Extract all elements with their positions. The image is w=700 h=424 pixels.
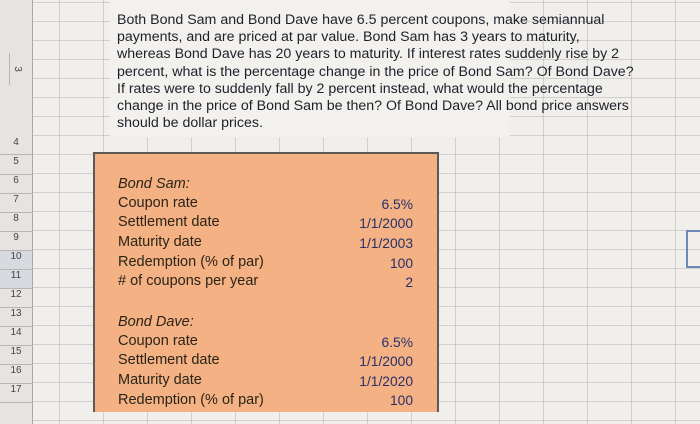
sam-settlement-value[interactable]: 1/1/2000 [359, 216, 413, 231]
bond-dave-title: Bond Dave: [118, 314, 194, 330]
sam-redemption-value[interactable]: 100 [389, 256, 413, 271]
row-6-header[interactable]: 6 [0, 175, 32, 194]
dave-maturity-value[interactable]: 1/1/2020 [359, 374, 413, 389]
sam-maturity-label: Maturity date [118, 234, 202, 250]
row-3-header[interactable]: 3 [9, 53, 23, 85]
row-12-header[interactable]: 12 [0, 289, 32, 308]
dave-redemption-label: Redemption (% of par) [118, 392, 264, 408]
sam-coupon-rate-label: Coupon rate [118, 195, 198, 211]
sam-coupons-label: # of coupons per year [118, 273, 259, 289]
row-header [0, 0, 33, 424]
bond-sam-title: Bond Sam: [118, 176, 190, 192]
dave-maturity-label: Maturity date [118, 372, 202, 388]
row-8-header[interactable]: 8 [0, 213, 32, 232]
selection-outline [686, 230, 700, 268]
row-7-header[interactable]: 7 [0, 194, 32, 213]
row-16-header[interactable]: 16 [0, 365, 32, 384]
row-13-header[interactable]: 13 [0, 308, 32, 327]
row-17-header[interactable]: 17 [0, 384, 32, 403]
row-9-header[interactable]: 9 [0, 232, 32, 251]
dave-coupon-rate-value[interactable]: 6.5% [381, 335, 413, 350]
dave-settlement-label: Settlement date [118, 352, 220, 368]
sam-coupon-rate-value[interactable]: 6.5% [381, 197, 413, 212]
row-15-header[interactable]: 15 [0, 346, 32, 365]
question-text: Both Bond Sam and Bond Dave have 6.5 percent coupons, make semiannual payments, and are priced at par value. Bond Sam has 3 years to maturity, whereas Bond Dave has 20 years to maturity. If interest rates suddenly rise by 2 percent, what is the percentage change in the price of Bond Sam? Of Bond Dave? If rates were to suddenly fall by 2 percent instead, what would the percentage change in the price of Bond Sam be then? Of Bond Dave? All bond price answers should be dollar prices. [117, 12, 634, 132]
dave-coupon-rate-label: Coupon rate [118, 333, 198, 349]
row-4-header[interactable]: 4 [0, 137, 32, 155]
row-11-header[interactable]: 11 [0, 270, 32, 289]
row-10-header[interactable]: 10 [0, 251, 32, 270]
sam-maturity-value[interactable]: 1/1/2003 [359, 236, 413, 251]
dave-settlement-value[interactable]: 1/1/2000 [359, 354, 413, 369]
sam-settlement-label: Settlement date [118, 214, 220, 230]
dave-redemption-value[interactable]: 100 [389, 393, 413, 408]
row-14-header[interactable]: 14 [0, 327, 32, 346]
sam-coupons-value[interactable]: 2 [405, 275, 413, 290]
row-5-header[interactable]: 5 [0, 156, 32, 175]
sam-redemption-label: Redemption (% of par) [118, 254, 264, 270]
